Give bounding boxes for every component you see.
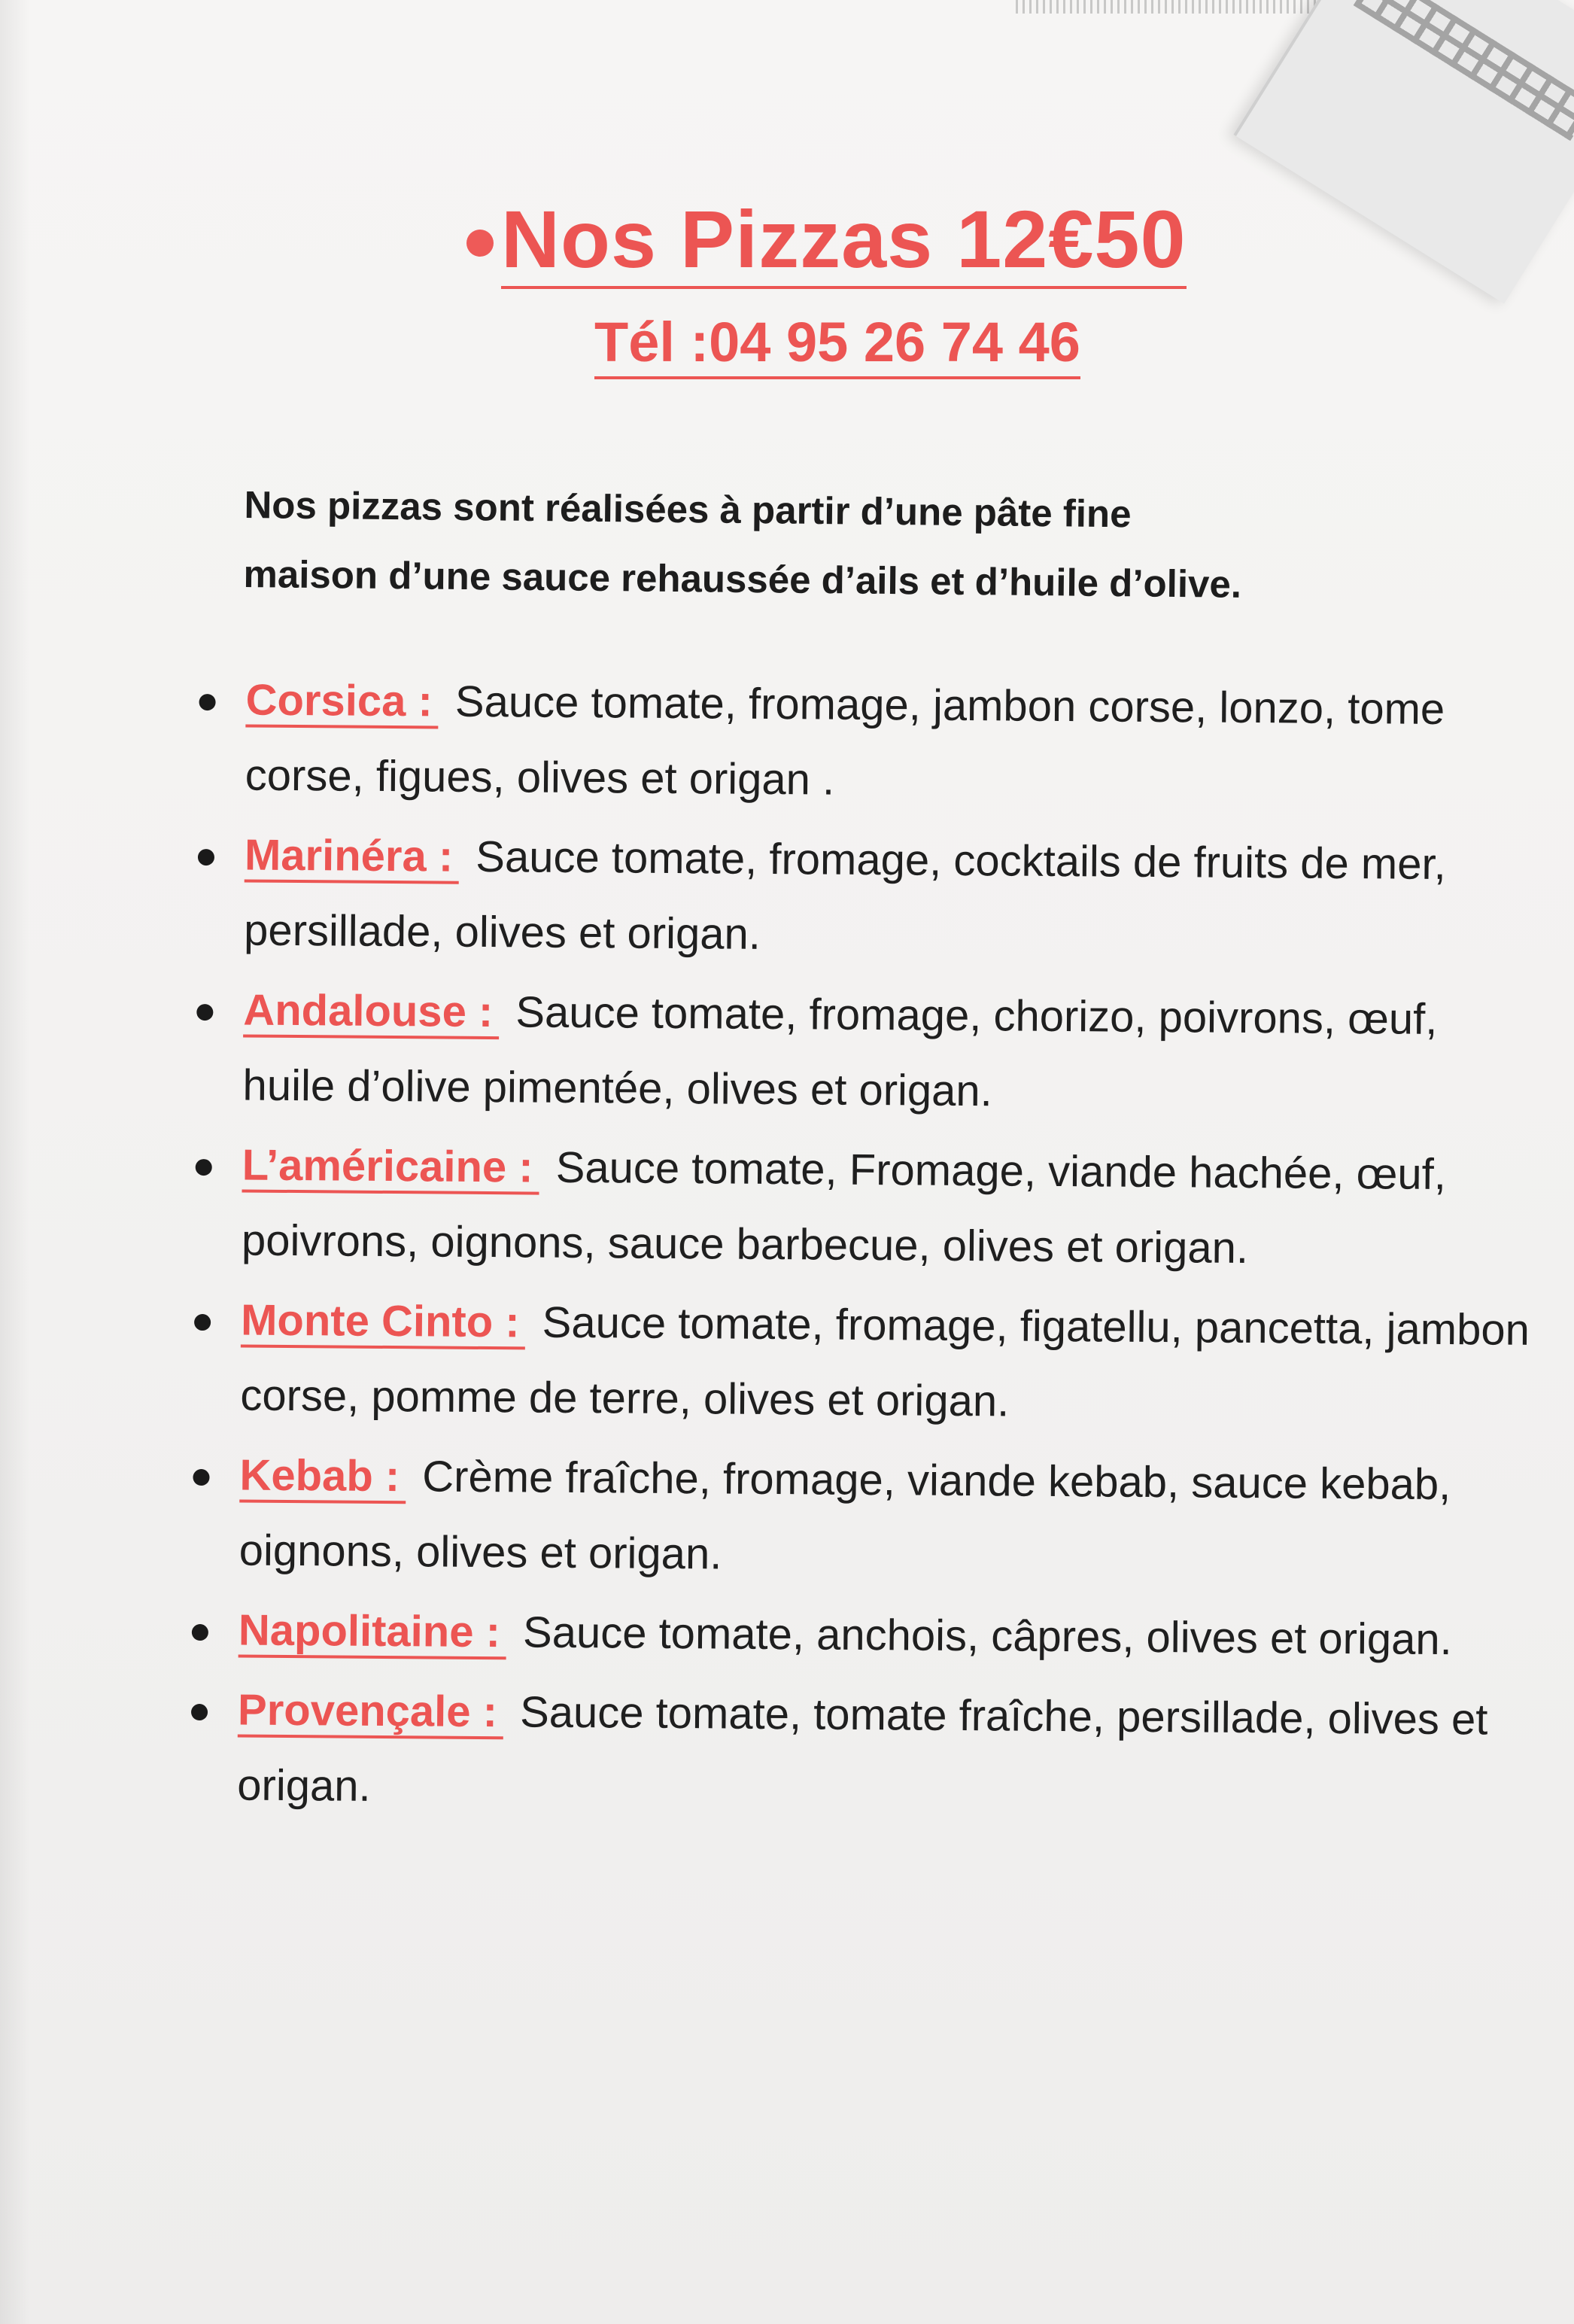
pizza-item-kebab	[192, 1437, 1533, 1599]
title-row	[466, 192, 1294, 297]
bullet-icon	[198, 849, 214, 865]
pizza-description: Crème fraîche, fromage, viande kebab, sauce kebab, oignons, olives et origan.	[239, 1452, 1451, 1579]
pizza-name: Napolitaine :	[239, 1605, 507, 1659]
pizza-name: Corsica :	[245, 675, 439, 729]
pizza-name: Marinéra :	[245, 830, 460, 884]
pizza-item-americaine	[195, 1127, 1536, 1288]
bullet-icon	[191, 1704, 208, 1720]
pizza-description: Sauce tomate, fromage, cocktails de fruits de mer, persillade, olives et origan.	[243, 832, 1447, 959]
pizza-description: Sauce tomate, tomate fraîche, persillade, olives et origan.	[237, 1687, 1488, 1811]
pizza-item-corsica	[198, 662, 1539, 823]
intro-line: maison d’une sauce rehaussée d’ails et d’huile d’olive.	[243, 552, 1242, 606]
pizza-description: Sauce tomate, anchois, câpres, olives et origan.	[510, 1608, 1453, 1665]
greek-key-pattern	[1354, 0, 1574, 141]
pizza-name: Monte Cinto :	[241, 1295, 526, 1349]
pizza-description: Sauce tomate, Fromage, viande hachée, œuf, poivrons, oignons, sauce barbecue, olives et origan.	[241, 1142, 1447, 1273]
pizza-name: Andalouse :	[243, 985, 499, 1039]
page-title: Nos Pizzas 12€50	[501, 192, 1187, 289]
top-decorative-strip	[1016, 0, 1332, 14]
bullet-icon	[192, 1624, 208, 1641]
pizza-item-napolitaine	[192, 1592, 1532, 1678]
intro-paragraph	[243, 470, 1539, 622]
pizza-name: Kebab :	[239, 1450, 406, 1504]
pizza-description: Sauce tomate, fromage, jambon corse, lonzo, tome corse, figues, olives et origan .	[245, 677, 1445, 805]
bullet-icon	[196, 1159, 212, 1176]
bullet-icon	[199, 694, 215, 710]
intro-line: Nos pizzas sont réalisées à partir d’une pâte fine	[244, 482, 1132, 536]
pizza-list	[190, 662, 1539, 1838]
pizza-item-provencale	[190, 1672, 1531, 1833]
bullet-icon	[194, 1314, 211, 1331]
pizza-description: Sauce tomate, fromage, chorizo, poivrons, œuf, huile d’olive pimentée, olives et origan.	[242, 987, 1438, 1116]
title-bullet-icon	[466, 230, 494, 257]
pizza-item-andalouse	[196, 972, 1536, 1133]
pizza-name: L’américaine :	[242, 1140, 539, 1194]
paper-shadow	[0, 0, 30, 2324]
bullet-icon	[196, 1004, 213, 1021]
bullet-icon	[193, 1469, 209, 1486]
pizza-description: Sauce tomate, fromage, figatellu, pancetta, jambon corse, pomme de terre, olives et origan.	[240, 1297, 1530, 1426]
pizza-item-marinera	[197, 817, 1538, 978]
pizza-name: Provençale :	[238, 1685, 503, 1739]
pizza-item-monte-cinto	[193, 1282, 1534, 1443]
phone-number: Tél :04 95 26 74 46	[594, 309, 1080, 379]
